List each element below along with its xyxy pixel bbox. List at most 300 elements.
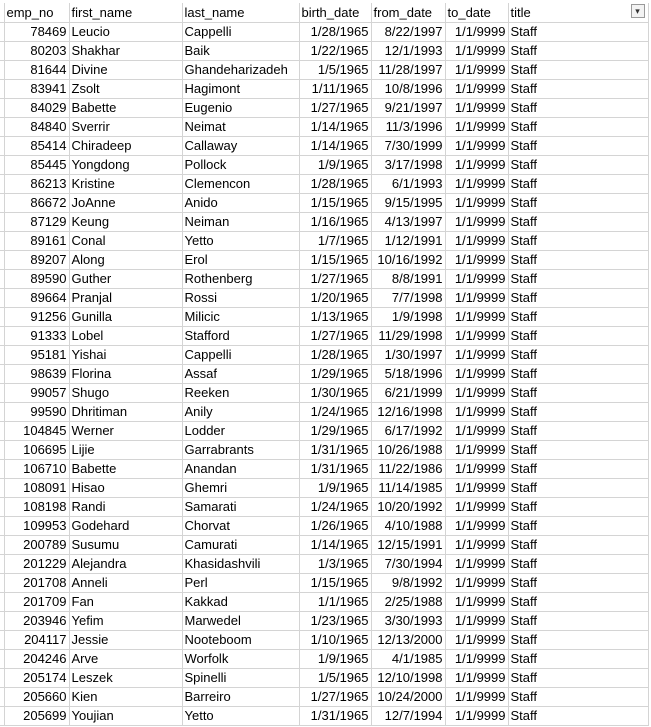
cell-birth-date[interactable]: 1/27/1965 bbox=[299, 688, 371, 707]
cell-first-name[interactable]: Godehard bbox=[69, 517, 182, 536]
cell-first-name[interactable]: Hisao bbox=[69, 479, 182, 498]
cell-last-name[interactable]: Anido bbox=[182, 194, 299, 213]
cell-emp-no[interactable]: 89664 bbox=[4, 289, 69, 308]
cell-emp-no[interactable]: 84840 bbox=[4, 118, 69, 137]
cell-to-date[interactable]: 1/1/9999 bbox=[445, 498, 508, 517]
cell-title[interactable]: Staff bbox=[508, 23, 648, 42]
cell-last-name[interactable]: Erol bbox=[182, 251, 299, 270]
cell-from-date[interactable]: 1/12/1991 bbox=[371, 232, 445, 251]
cell-emp-no[interactable]: 99590 bbox=[4, 403, 69, 422]
cell-last-name[interactable]: Nooteboom bbox=[182, 631, 299, 650]
cell-from-date[interactable]: 7/30/1994 bbox=[371, 555, 445, 574]
cell-emp-no[interactable]: 91333 bbox=[4, 327, 69, 346]
cell-to-date[interactable]: 1/1/9999 bbox=[445, 688, 508, 707]
cell-to-date[interactable]: 1/1/9999 bbox=[445, 460, 508, 479]
cell-emp-no[interactable]: 104845 bbox=[4, 422, 69, 441]
cell-title[interactable]: Staff bbox=[508, 517, 648, 536]
table-row bbox=[0, 479, 648, 498]
cell-to-date[interactable]: 1/1/9999 bbox=[445, 669, 508, 688]
table-row bbox=[0, 23, 648, 42]
cell-first-name[interactable]: Yefim bbox=[69, 612, 182, 631]
cell-emp-no[interactable]: 86672 bbox=[4, 194, 69, 213]
cell-title[interactable]: Staff bbox=[508, 251, 648, 270]
cell-to-date[interactable]: 1/1/9999 bbox=[445, 118, 508, 137]
cell-from-date[interactable]: 10/26/1988 bbox=[371, 441, 445, 460]
cell-last-name[interactable]: Pollock bbox=[182, 156, 299, 175]
cell-title[interactable]: Staff bbox=[508, 232, 648, 251]
cell-birth-date[interactable]: 1/27/1965 bbox=[299, 99, 371, 118]
cell-emp-no[interactable]: 201708 bbox=[4, 574, 69, 593]
table-row bbox=[0, 289, 648, 308]
cell-from-date[interactable]: 11/3/1996 bbox=[371, 118, 445, 137]
cell-emp-no[interactable]: 109953 bbox=[4, 517, 69, 536]
cell-from-date[interactable]: 10/20/1992 bbox=[371, 498, 445, 517]
cell-title[interactable]: Staff bbox=[508, 460, 648, 479]
header-cell-first-name[interactable]: first_name bbox=[69, 3, 182, 23]
cell-emp-no[interactable]: 83941 bbox=[4, 80, 69, 99]
cell-title[interactable]: Staff bbox=[508, 308, 648, 327]
cell-from-date[interactable]: 9/15/1995 bbox=[371, 194, 445, 213]
cell-last-name[interactable]: Stafford bbox=[182, 327, 299, 346]
cell-to-date[interactable]: 1/1/9999 bbox=[445, 479, 508, 498]
table-row bbox=[0, 80, 648, 99]
filter-dropdown-icon[interactable]: ▾ bbox=[631, 4, 645, 18]
cell-birth-date[interactable]: 1/31/1965 bbox=[299, 441, 371, 460]
table-row bbox=[0, 574, 648, 593]
cell-title[interactable]: Staff bbox=[508, 441, 648, 460]
cell-to-date[interactable]: 1/1/9999 bbox=[445, 612, 508, 631]
cell-title[interactable]: Staff bbox=[508, 498, 648, 517]
cell-to-date[interactable]: 1/1/9999 bbox=[445, 42, 508, 61]
cell-emp-no[interactable]: 205660 bbox=[4, 688, 69, 707]
cell-emp-no[interactable]: 99057 bbox=[4, 384, 69, 403]
cell-first-name[interactable]: Keung bbox=[69, 213, 182, 232]
cell-to-date[interactable]: 1/1/9999 bbox=[445, 61, 508, 80]
cell-title[interactable]: Staff bbox=[508, 574, 648, 593]
cell-emp-no[interactable]: 200789 bbox=[4, 536, 69, 555]
cell-emp-no[interactable]: 86213 bbox=[4, 175, 69, 194]
cell-to-date[interactable]: 1/1/9999 bbox=[445, 156, 508, 175]
cell-birth-date[interactable]: 1/31/1965 bbox=[299, 460, 371, 479]
cell-first-name[interactable]: Babette bbox=[69, 460, 182, 479]
cell-birth-date[interactable]: 1/27/1965 bbox=[299, 327, 371, 346]
cell-last-name[interactable]: Neiman bbox=[182, 213, 299, 232]
cell-to-date[interactable]: 1/1/9999 bbox=[445, 327, 508, 346]
header-cell-last-name[interactable]: last_name bbox=[182, 3, 299, 23]
header-cell-emp-no[interactable]: emp_no bbox=[4, 3, 69, 23]
cell-last-name[interactable]: Ghemri bbox=[182, 479, 299, 498]
header-cell-title[interactable] bbox=[508, 3, 648, 23]
cell-last-name[interactable]: Anandan bbox=[182, 460, 299, 479]
cell-emp-no[interactable]: 201229 bbox=[4, 555, 69, 574]
cell-title[interactable]: Staff bbox=[508, 707, 648, 726]
cell-birth-date[interactable]: 1/29/1965 bbox=[299, 365, 371, 384]
cell-first-name[interactable]: Youjian bbox=[69, 707, 182, 726]
table-row bbox=[0, 460, 648, 479]
cell-to-date[interactable]: 1/1/9999 bbox=[445, 251, 508, 270]
cell-birth-date[interactable]: 1/28/1965 bbox=[299, 23, 371, 42]
cell-to-date[interactable]: 1/1/9999 bbox=[445, 270, 508, 289]
cell-birth-date[interactable]: 1/9/1965 bbox=[299, 156, 371, 175]
cell-to-date[interactable]: 1/1/9999 bbox=[445, 574, 508, 593]
cell-from-date[interactable]: 9/21/1997 bbox=[371, 99, 445, 118]
cell-last-name[interactable]: Rothenberg bbox=[182, 270, 299, 289]
cell-from-date[interactable]: 7/30/1999 bbox=[371, 137, 445, 156]
cell-to-date[interactable]: 1/1/9999 bbox=[445, 365, 508, 384]
data-table bbox=[0, 3, 649, 726]
cell-to-date[interactable]: 1/1/9999 bbox=[445, 384, 508, 403]
cell-from-date[interactable]: 4/10/1988 bbox=[371, 517, 445, 536]
cell-emp-no[interactable]: 95181 bbox=[4, 346, 69, 365]
cell-birth-date[interactable]: 1/11/1965 bbox=[299, 80, 371, 99]
cell-emp-no[interactable]: 87129 bbox=[4, 213, 69, 232]
cell-emp-no[interactable]: 78469 bbox=[4, 23, 69, 42]
cell-to-date[interactable]: 1/1/9999 bbox=[445, 631, 508, 650]
cell-title[interactable]: Staff bbox=[508, 80, 648, 99]
cell-emp-no[interactable]: 108198 bbox=[4, 498, 69, 517]
cell-from-date[interactable]: 11/14/1985 bbox=[371, 479, 445, 498]
table-row bbox=[0, 194, 648, 213]
cell-birth-date[interactable]: 1/24/1965 bbox=[299, 403, 371, 422]
cell-title[interactable]: Staff bbox=[508, 688, 648, 707]
cell-from-date[interactable]: 4/1/1985 bbox=[371, 650, 445, 669]
table-row bbox=[0, 99, 648, 118]
cell-emp-no[interactable]: 203946 bbox=[4, 612, 69, 631]
table-row bbox=[0, 213, 648, 232]
cell-first-name[interactable]: Sverrir bbox=[69, 118, 182, 137]
cell-first-name[interactable]: Alejandra bbox=[69, 555, 182, 574]
cell-birth-date[interactable]: 1/27/1965 bbox=[299, 270, 371, 289]
cell-first-name[interactable]: Guther bbox=[69, 270, 182, 289]
cell-first-name[interactable]: Arve bbox=[69, 650, 182, 669]
cell-first-name[interactable]: Kien bbox=[69, 688, 182, 707]
cell-birth-date[interactable]: 1/14/1965 bbox=[299, 118, 371, 137]
cell-first-name[interactable]: Yishai bbox=[69, 346, 182, 365]
cell-from-date[interactable]: 10/24/2000 bbox=[371, 688, 445, 707]
header-cell-from-date[interactable]: from_date bbox=[371, 3, 445, 23]
table-row bbox=[0, 251, 648, 270]
cell-last-name[interactable]: Milicic bbox=[182, 308, 299, 327]
cell-birth-date[interactable]: 1/22/1965 bbox=[299, 42, 371, 61]
cell-first-name[interactable]: Babette bbox=[69, 99, 182, 118]
cell-last-name[interactable]: Cappelli bbox=[182, 23, 299, 42]
cell-to-date[interactable]: 1/1/9999 bbox=[445, 213, 508, 232]
cell-from-date[interactable]: 8/22/1997 bbox=[371, 23, 445, 42]
cell-birth-date[interactable]: 1/9/1965 bbox=[299, 650, 371, 669]
cell-title[interactable]: Staff bbox=[508, 593, 648, 612]
cell-to-date[interactable]: 1/1/9999 bbox=[445, 194, 508, 213]
cell-title[interactable]: Staff bbox=[508, 194, 648, 213]
cell-emp-no[interactable]: 205174 bbox=[4, 669, 69, 688]
cell-to-date[interactable]: 1/1/9999 bbox=[445, 80, 508, 99]
cell-birth-date[interactable]: 1/9/1965 bbox=[299, 479, 371, 498]
table-row bbox=[0, 118, 648, 137]
cell-first-name[interactable]: Dhritiman bbox=[69, 403, 182, 422]
cell-title[interactable]: Staff bbox=[508, 42, 648, 61]
table-row bbox=[0, 156, 648, 175]
cell-last-name[interactable]: Anily bbox=[182, 403, 299, 422]
cell-last-name[interactable]: Yetto bbox=[182, 232, 299, 251]
cell-from-date[interactable]: 5/18/1996 bbox=[371, 365, 445, 384]
cell-last-name[interactable]: Ghandeharizadeh bbox=[182, 61, 299, 80]
cell-from-date[interactable]: 11/22/1986 bbox=[371, 460, 445, 479]
table-row bbox=[0, 403, 648, 422]
cell-first-name[interactable]: JoAnne bbox=[69, 194, 182, 213]
cell-first-name[interactable]: Yongdong bbox=[69, 156, 182, 175]
cell-title[interactable]: Staff bbox=[508, 175, 648, 194]
cell-emp-no[interactable]: 106695 bbox=[4, 441, 69, 460]
cell-birth-date[interactable]: 1/30/1965 bbox=[299, 384, 371, 403]
table-row bbox=[0, 650, 648, 669]
cell-first-name[interactable]: Kristine bbox=[69, 175, 182, 194]
header-title-label: title bbox=[510, 4, 531, 20]
cell-birth-date[interactable]: 1/28/1965 bbox=[299, 346, 371, 365]
table-row bbox=[0, 175, 648, 194]
cell-title[interactable]: Staff bbox=[508, 479, 648, 498]
cell-first-name[interactable]: Lijie bbox=[69, 441, 182, 460]
cell-title[interactable]: Staff bbox=[508, 346, 648, 365]
cell-birth-date[interactable]: 1/28/1965 bbox=[299, 175, 371, 194]
cell-first-name[interactable]: Jessie bbox=[69, 631, 182, 650]
cell-last-name[interactable]: Samarati bbox=[182, 498, 299, 517]
cell-first-name[interactable]: Florina bbox=[69, 365, 182, 384]
cell-emp-no[interactable]: 204117 bbox=[4, 631, 69, 650]
cell-to-date[interactable]: 1/1/9999 bbox=[445, 137, 508, 156]
cell-first-name[interactable]: Lobel bbox=[69, 327, 182, 346]
cell-emp-no[interactable]: 89161 bbox=[4, 232, 69, 251]
cell-emp-no[interactable]: 91256 bbox=[4, 308, 69, 327]
cell-first-name[interactable]: Werner bbox=[69, 422, 182, 441]
cell-birth-date[interactable]: 1/24/1965 bbox=[299, 498, 371, 517]
cell-first-name[interactable]: Chiradeep bbox=[69, 137, 182, 156]
cell-first-name[interactable]: Fan bbox=[69, 593, 182, 612]
cell-to-date[interactable]: 1/1/9999 bbox=[445, 536, 508, 555]
cell-title[interactable]: Staff bbox=[508, 118, 648, 137]
cell-last-name[interactable]: Garrabrants bbox=[182, 441, 299, 460]
cell-to-date[interactable]: 1/1/9999 bbox=[445, 23, 508, 42]
cell-to-date[interactable]: 1/1/9999 bbox=[445, 707, 508, 726]
cell-first-name[interactable]: Randi bbox=[69, 498, 182, 517]
table-row bbox=[0, 612, 648, 631]
cell-title[interactable]: Staff bbox=[508, 137, 648, 156]
table-row bbox=[0, 327, 648, 346]
cell-emp-no[interactable]: 98639 bbox=[4, 365, 69, 384]
cell-last-name[interactable]: Chorvat bbox=[182, 517, 299, 536]
cell-to-date[interactable]: 1/1/9999 bbox=[445, 346, 508, 365]
cell-from-date[interactable]: 9/8/1992 bbox=[371, 574, 445, 593]
table-row bbox=[0, 498, 648, 517]
cell-birth-date[interactable]: 1/14/1965 bbox=[299, 137, 371, 156]
cell-last-name[interactable]: Baik bbox=[182, 42, 299, 61]
cell-title[interactable]: Staff bbox=[508, 650, 648, 669]
cell-from-date[interactable]: 12/15/1991 bbox=[371, 536, 445, 555]
cell-last-name[interactable]: Perl bbox=[182, 574, 299, 593]
cell-first-name[interactable]: Gunilla bbox=[69, 308, 182, 327]
cell-from-date[interactable]: 12/7/1994 bbox=[371, 707, 445, 726]
cell-from-date[interactable]: 6/21/1999 bbox=[371, 384, 445, 403]
cell-from-date[interactable]: 4/13/1997 bbox=[371, 213, 445, 232]
cell-last-name[interactable]: Yetto bbox=[182, 707, 299, 726]
cell-from-date[interactable]: 12/16/1998 bbox=[371, 403, 445, 422]
cell-last-name[interactable]: Lodder bbox=[182, 422, 299, 441]
header-cell-to-date[interactable]: to_date bbox=[445, 3, 508, 23]
cell-title[interactable]: Staff bbox=[508, 631, 648, 650]
cell-birth-date[interactable]: 1/23/1965 bbox=[299, 612, 371, 631]
cell-first-name[interactable]: Along bbox=[69, 251, 182, 270]
cell-emp-no[interactable]: 85414 bbox=[4, 137, 69, 156]
cell-last-name[interactable]: Worfolk bbox=[182, 650, 299, 669]
cell-birth-date[interactable]: 1/20/1965 bbox=[299, 289, 371, 308]
cell-first-name[interactable]: Anneli bbox=[69, 574, 182, 593]
table-row bbox=[0, 555, 648, 574]
cell-emp-no[interactable]: 84029 bbox=[4, 99, 69, 118]
cell-from-date[interactable]: 10/16/1992 bbox=[371, 251, 445, 270]
cell-last-name[interactable]: Barreiro bbox=[182, 688, 299, 707]
cell-last-name[interactable]: Rossi bbox=[182, 289, 299, 308]
cell-emp-no[interactable]: 89590 bbox=[4, 270, 69, 289]
cell-to-date[interactable]: 1/1/9999 bbox=[445, 517, 508, 536]
cell-birth-date[interactable]: 1/10/1965 bbox=[299, 631, 371, 650]
table-row bbox=[0, 346, 648, 365]
cell-from-date[interactable]: 3/30/1993 bbox=[371, 612, 445, 631]
cell-to-date[interactable]: 1/1/9999 bbox=[445, 175, 508, 194]
cell-birth-date[interactable]: 1/7/1965 bbox=[299, 232, 371, 251]
table-row bbox=[0, 517, 648, 536]
cell-title[interactable]: Staff bbox=[508, 327, 648, 346]
table-row bbox=[0, 441, 648, 460]
cell-title[interactable]: Staff bbox=[508, 422, 648, 441]
cell-emp-no[interactable]: 89207 bbox=[4, 251, 69, 270]
cell-title[interactable]: Staff bbox=[508, 289, 648, 308]
cell-birth-date[interactable]: 1/15/1965 bbox=[299, 194, 371, 213]
cell-first-name[interactable]: Shakhar bbox=[69, 42, 182, 61]
cell-emp-no[interactable]: 81644 bbox=[4, 61, 69, 80]
cell-to-date[interactable]: 1/1/9999 bbox=[445, 99, 508, 118]
cell-last-name[interactable]: Spinelli bbox=[182, 669, 299, 688]
cell-last-name[interactable]: Camurati bbox=[182, 536, 299, 555]
table-row bbox=[0, 365, 648, 384]
cell-title[interactable]: Staff bbox=[508, 99, 648, 118]
table-row bbox=[0, 137, 648, 156]
cell-from-date[interactable]: 11/29/1998 bbox=[371, 327, 445, 346]
cell-emp-no[interactable]: 201709 bbox=[4, 593, 69, 612]
cell-title[interactable]: Staff bbox=[508, 555, 648, 574]
cell-first-name[interactable]: Shugo bbox=[69, 384, 182, 403]
cell-to-date[interactable]: 1/1/9999 bbox=[445, 593, 508, 612]
cell-title[interactable]: Staff bbox=[508, 384, 648, 403]
cell-last-name[interactable]: Cappelli bbox=[182, 346, 299, 365]
cell-last-name[interactable]: Clemencon bbox=[182, 175, 299, 194]
cell-birth-date[interactable]: 1/31/1965 bbox=[299, 707, 371, 726]
cell-birth-date[interactable]: 1/5/1965 bbox=[299, 61, 371, 80]
cell-from-date[interactable]: 8/8/1991 bbox=[371, 270, 445, 289]
cell-last-name[interactable]: Khasidashvili bbox=[182, 555, 299, 574]
cell-from-date[interactable]: 6/17/1992 bbox=[371, 422, 445, 441]
cell-title[interactable]: Staff bbox=[508, 536, 648, 555]
cell-title[interactable]: Staff bbox=[508, 612, 648, 631]
cell-first-name[interactable]: Conal bbox=[69, 232, 182, 251]
cell-to-date[interactable]: 1/1/9999 bbox=[445, 555, 508, 574]
cell-from-date[interactable]: 12/13/2000 bbox=[371, 631, 445, 650]
cell-emp-no[interactable]: 106710 bbox=[4, 460, 69, 479]
cell-from-date[interactable]: 2/25/1988 bbox=[371, 593, 445, 612]
cell-first-name[interactable]: Pranjal bbox=[69, 289, 182, 308]
cell-title[interactable]: Staff bbox=[508, 61, 648, 80]
cell-last-name[interactable]: Reeken bbox=[182, 384, 299, 403]
header-cell-birth-date[interactable]: birth_date bbox=[299, 3, 371, 23]
cell-birth-date[interactable]: 1/5/1965 bbox=[299, 669, 371, 688]
table-row bbox=[0, 422, 648, 441]
cell-from-date[interactable]: 11/28/1997 bbox=[371, 61, 445, 80]
cell-to-date[interactable]: 1/1/9999 bbox=[445, 422, 508, 441]
cell-from-date[interactable]: 7/7/1998 bbox=[371, 289, 445, 308]
cell-birth-date[interactable]: 1/15/1965 bbox=[299, 251, 371, 270]
cell-last-name[interactable]: Neimat bbox=[182, 118, 299, 137]
cell-last-name[interactable]: Eugenio bbox=[182, 99, 299, 118]
table-row bbox=[0, 707, 648, 726]
cell-birth-date[interactable]: 1/15/1965 bbox=[299, 574, 371, 593]
cell-to-date[interactable]: 1/1/9999 bbox=[445, 441, 508, 460]
cell-to-date[interactable]: 1/1/9999 bbox=[445, 308, 508, 327]
cell-to-date[interactable]: 1/1/9999 bbox=[445, 232, 508, 251]
cell-birth-date[interactable]: 1/13/1965 bbox=[299, 308, 371, 327]
cell-from-date[interactable]: 1/30/1997 bbox=[371, 346, 445, 365]
cell-birth-date[interactable]: 1/1/1965 bbox=[299, 593, 371, 612]
cell-birth-date[interactable]: 1/16/1965 bbox=[299, 213, 371, 232]
header-row bbox=[0, 3, 648, 23]
table-row bbox=[0, 593, 648, 612]
cell-title[interactable]: Staff bbox=[508, 213, 648, 232]
table-row bbox=[0, 384, 648, 403]
cell-title[interactable]: Staff bbox=[508, 156, 648, 175]
cell-to-date[interactable]: 1/1/9999 bbox=[445, 403, 508, 422]
cell-last-name[interactable]: Assaf bbox=[182, 365, 299, 384]
table-row bbox=[0, 688, 648, 707]
table-row bbox=[0, 232, 648, 251]
cell-from-date[interactable]: 6/1/1993 bbox=[371, 175, 445, 194]
cell-emp-no[interactable]: 108091 bbox=[4, 479, 69, 498]
cell-first-name[interactable]: Leucio bbox=[69, 23, 182, 42]
cell-first-name[interactable]: Susumu bbox=[69, 536, 182, 555]
cell-first-name[interactable]: Divine bbox=[69, 61, 182, 80]
cell-last-name[interactable]: Kakkad bbox=[182, 593, 299, 612]
cell-birth-date[interactable]: 1/29/1965 bbox=[299, 422, 371, 441]
cell-birth-date[interactable]: 1/14/1965 bbox=[299, 536, 371, 555]
cell-from-date[interactable]: 3/17/1998 bbox=[371, 156, 445, 175]
cell-title[interactable]: Staff bbox=[508, 270, 648, 289]
cell-from-date[interactable]: 10/8/1996 bbox=[371, 80, 445, 99]
cell-title[interactable]: Staff bbox=[508, 669, 648, 688]
cell-first-name[interactable]: Zsolt bbox=[69, 80, 182, 99]
cell-last-name[interactable]: Marwedel bbox=[182, 612, 299, 631]
cell-from-date[interactable]: 12/10/1998 bbox=[371, 669, 445, 688]
cell-birth-date[interactable]: 1/3/1965 bbox=[299, 555, 371, 574]
cell-birth-date[interactable]: 1/26/1965 bbox=[299, 517, 371, 536]
cell-emp-no[interactable]: 204246 bbox=[4, 650, 69, 669]
cell-last-name[interactable]: Callaway bbox=[182, 137, 299, 156]
cell-to-date[interactable]: 1/1/9999 bbox=[445, 650, 508, 669]
cell-emp-no[interactable]: 80203 bbox=[4, 42, 69, 61]
cell-from-date[interactable]: 12/1/1993 bbox=[371, 42, 445, 61]
cell-emp-no[interactable]: 205699 bbox=[4, 707, 69, 726]
cell-from-date[interactable]: 1/9/1998 bbox=[371, 308, 445, 327]
cell-first-name[interactable]: Leszek bbox=[69, 669, 182, 688]
cell-emp-no[interactable]: 85445 bbox=[4, 156, 69, 175]
cell-to-date[interactable]: 1/1/9999 bbox=[445, 289, 508, 308]
cell-last-name[interactable]: Hagimont bbox=[182, 80, 299, 99]
cell-title[interactable]: Staff bbox=[508, 365, 648, 384]
cell-title[interactable]: Staff bbox=[508, 403, 648, 422]
